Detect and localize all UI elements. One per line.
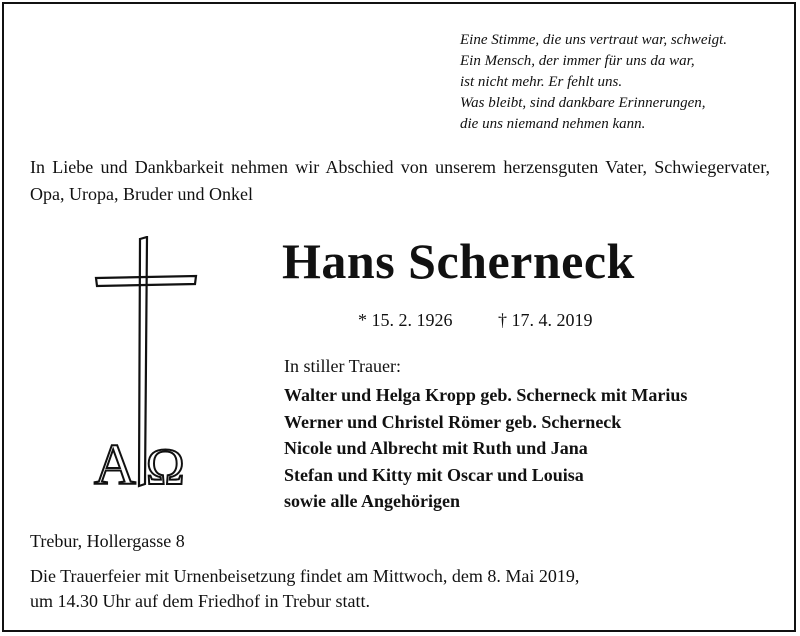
poem	[460, 30, 727, 135]
poem-line: die uns niemand nehmen kann.	[460, 116, 646, 132]
funeral-line: Die Trauerfeier mit Urnenbeisetzung findet am Mittwoch, dem 8. Mai 2019,	[30, 566, 580, 586]
mourner-line: Nicole und Albrecht mit Ruth und Jana	[284, 438, 588, 458]
mourners-intro: In stiller Trauer:	[284, 356, 401, 376]
funeral-info	[30, 564, 579, 614]
intro-text: In Liebe und Dankbarkeit nehmen wir Abschied von unserem herzensguten Vater, Schwiegervater, Opa, Uropa, Bruder und Onkel	[30, 157, 770, 204]
death-date: † 17. 4. 2019	[498, 310, 593, 330]
mourners-list	[284, 382, 687, 515]
mourner-line: Werner und Christel Römer geb. Scherneck	[284, 411, 622, 432]
poem-line: Ein Mensch, der immer für uns da war,	[460, 53, 695, 69]
cross-alpha-omega-icon	[92, 236, 202, 496]
poem-line: ist nicht mehr. Er fehlt uns.	[460, 74, 623, 90]
poem-line: Eine Stimme, die uns vertraut war, schweigt.	[460, 32, 728, 48]
alpha-letter: A	[94, 432, 136, 496]
mourner-line: sowie alle Angehörigen	[284, 491, 460, 511]
deceased-name: Hans Scherneck	[282, 233, 635, 289]
birth-date: * 15. 2. 1926	[358, 310, 453, 330]
funeral-line: um 14.30 Uhr auf dem Friedhof in Trebur statt.	[30, 591, 370, 611]
address: Trebur, Hollergasse 8	[30, 531, 185, 551]
omega-letter: Ω	[146, 439, 185, 496]
mourner-line: Walter und Helga Kropp geb. Scherneck mit Marius	[284, 385, 688, 405]
poem-line: Was bleibt, sind dankbare Erinnerungen,	[460, 95, 706, 111]
mourner-line: Stefan und Kitty mit Oscar und Louisa	[284, 464, 584, 485]
